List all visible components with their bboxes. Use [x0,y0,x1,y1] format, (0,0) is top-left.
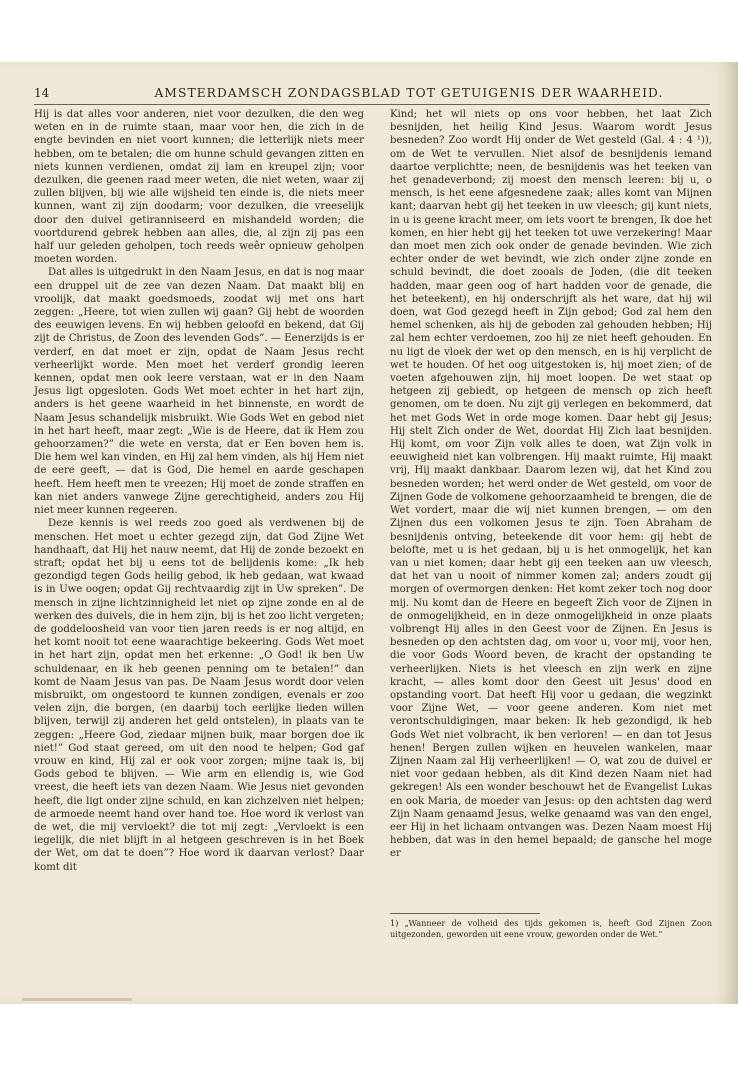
left-column [34,108,364,874]
paragraph: Hij is dat alles voor anderen, niet voor dezulken, die den weg weten en in de ruimte staan, maar voor hen, die zich in de engte bevinden en niet voort kunnen; die letterlijk niets meer hebben, om te betalen; die om hunne schuld gevangen zitten en niets kunnen verdienen, omdat zij lam en kreupel zijn; voor dezulken, die geenen raad meer weten, die niet weten, waar zij zullen blijven, bij wie alle wijsheid ten einde is, die niets meer kunnen, want zij zijn doodarm; voor dezulken, die vreeselijk door den duivel getiranniseerd en mishandeld worden; die voortdurend gebrek hebben aan alles, die, al zijn zij pas een half uur geleden geholpen, toch reeds weêr opnieuw geholpen moeten worden. [34,109,364,266]
paragraph: Kind; het wil niets op ons voor hebben, het laat Zich besnijden, het heilig Kind Jesus. Waarom wordt Jesus besneden? Zoo wordt Hij onder de Wet gesteld (Gal. 4 : 4 ¹)), om de Wet te vervullen. Niet alsof de besnijdenis iemand daartoe verplichtte; neen, de besnijdenis was het teeken van het genadeverbond; zij moest den mensch leeren: bij u, o mensch, is het eene afgesnedene zaak; alles komt van Mijnen kant; daarvan hebt gij het teeken in uw vleesch; gij kunt niets, in u is geene kracht meer, om iets voort te brengen, Ik doe het komen, en hier hebt gij het teeken tot uwe verzekering! Maar dan moet men zich ook onder de genade bevinden. Wie zich echter onder de wet bevindt, wie zich onder zijne zonde en schuld bevindt, die doet zooals de Joden, (die dit teeken hadden, maar geen oog of hart hadden voor de genade, die het beteekent), en hij onderschrijft als het ware, dat hij wil doen, wat God gezegd heeft in Zijn gebod; God zal hem den hemel schenken, als hij de geboden zal gehouden hebben; Hij zal hem echter verdoemen, zoo hij ze niet heeft gehouden. En nu ligt de vloek der wet op den mensch, en is hij verplicht de wet te houden. Of het oog uitgestoken is, hij moet zien; of de voeten afgehouwen zijn, hij moet loopen. De wet staat op hetgeen zij gebiedt, op hetgeen de mensch op zich heeft genomen, om te doen. Nu zijt gij verlegen en bekommerd, dat het met Gods Wet in orde moge komen. Daar hebt gij Jesus; Hij stelt Zich onder de Wet, doordat Hij Zich laat besnijden. Hij komt, om voor Zijn volk alles te doen, wat Zijn volk in eeuwigheid niet kan volbrengen. Hij maakt ruimte, Hij maakt vrij, Hij maakt dankbaar. Daarom lezen wij, dat het Kind zou besneden worden; het werd onder de Wet gesteld, om voor de Zijnen Gode de volkomene gehoorzaamheid te brengen, die de Wet vordert, maar die wij niet kunnen brengen, — om den Zijnen dus een volkomen Jesus te zijn. Toen Abraham de besnijdenis ontving, beteekende dit voor hem: gij hebt de belofte, met u is het gedaan, bij u is het onmogelijk, het kan van u niet komen; daar hebt gij een teeken aan uw vleesch, dat het van u nooit of nimmer komen zal; anders zoudt gij morgen of overmorgen denken: Het komt zeker toch nog door mij. Nu komt dan de Heere en begeeft Zich voor de Zijnen in de onmogelijkheid, en in deze onmogelijkheid in onze plaats volbrengt Hij alles in den Geest voor de Zijnen. En Jesus is besneden op den achtsten dag, om voor u, voor mij, voor hen, die voor Gods Woord beven, de kracht der opstanding te verheerlijken. Niets is het vleesch en zijn werk en zijne kracht, — alles komt door den Geest uit Jesus' dood en opstanding voort. Dat heeft Hij voor u gedaan, die wegzinkt voor Zijne Wet, — voor geene anderen. Kom niet met verontschuldigingen, maar beken: Ik heb gezondigd, ik heb Gods Wet niet volbracht, ik ben verloren! — en dan tot Jesus henen! Bergen zullen wijken en heuvelen wankelen, maar Zijnen Naam zal Hij verheerlijken! — O, wat zou de duivel er niet voor gedaan hebben, als dit Kind dezen Naam niet had gekregen! Als een wonder beschouwt het de Evangelist Lukas en ook Maria, de moeder van Jesus: op den achtsten dag werd Zijn Naam genaamd Jesus, welke genaamd was van den engel, eer Hij in het lichaam ontvangen was. Dezen Naam moest Hij hebben, dat was in den hemel bepaald; de gansche hel moge er [390,109,712,860]
paragraph: Dat alles is uitgedrukt in den Naam Jesus, en dat is nog maar een druppel uit de zee van dezen Naam. Dat maakt blij en vroolijk, dat maakt goedsmoeds, zoodat wij met ons hart zeggen: „Heere, tot wien zullen wij gaan? Gij hebt de woorden des eeuwigen levens. En wij hebben geloofd en bekend, dat Gij zijt de Christus, de Zoon des levenden Gods”. — Eenerzijds is er verderf, en dat moet er zijn, opdat de Naam Jesus recht verheerlijkt worde. Men moet het verderf grondig leeren kennen, opdat men ook leere verstaan, wat er in den Naam Jesus ligt opgesloten. Gods Wet moet echter in het hart zijn, anders is het geene waarheid in het binnenste, en wordt de Naam Jesus schandelijk misbruikt. Wie Gods Wet en gebod niet in het hart heeft, maar zegt: „Wie is de Heere, dat ik Hem zou gehoorzamen?” die wete en versta, dat er Een boven hem is. Die hem wel kan vinden, en Hij zal hem vinden, als hij Hem niet de eere geeft, — dat is God, Die hemel en aarde geschapen heeft. Hem heeft men te vreezen; Hij moet de zonde straffen en kan niet anders vanwege Zijne gerechtigheid, anders zou Hij niet meer kunnen regeeren. [34,267,364,517]
footnote: 1) „Wanneer de volheid des tijds gekomen is, heeft God Zijnen Zoon uitgezonden, geworden uit eene vrouw, geworden onder de Wet.” [390,918,712,939]
running-title: AMSTERDAMSCH ZONDAGSBLAD TOT GETUIGENIS DER WAARHEID. [154,86,664,100]
page-edge-mark [22,998,132,1001]
header-rule [34,104,710,105]
page-header [34,86,714,104]
footnote-rule [390,913,540,914]
paragraph: Deze kennis is wel reeds zoo goed als verdwenen bij de menschen. Het moet u echter gezegd zijn, dat God Zijne Wet handhaaft, dat Hij het nauw neemt, dat Hij de zonde bezoekt en straft; opdat het bij u eens tot de belijdenis kome: „Ik heb gezondigd tegen Gods heilig gebod, ik heb gedaan, wat kwaad is in Uwe oogen; opdat Gij rechtvaardig zijt in Uw spreken”. De mensch in zijne lichtzinnigheid let niet op zijne zonde en al de werken des duivels, die in hem zijn, bij is het zoo licht vergeten; de goddeloosheid van voor tien jaren reeds is er nog altijd, en het komt nooit tot eene waarachtige bekeering. Gods Wet moet in het hart zijn, opdat men het erkenne: „O God! ik ben Uw schuldenaar, en ik heb geenen penning om te betalen!” dan komt de Naam Jesus van pas. De Naam Jesus wordt door velen misbruikt, om ongestoord te kunnen zondigen, evenals er zoo velen zijn, die borgen, (en daarbij toch eerlijke lieden willen blijven, terwijl zij anderen het geld ontstelen), in plaats van te zeggen: „Heere God, ziedaar mijnen buik, maar borgen doe ik niet!” God staat gereed, om uit den nood te helpen; God gaf vrouw en kind, Hij zal er ook voor zorgen; mijne taak is, bij Gods gebod te blijven. — Wie arm en ellendig is, wie God vreest, die heeft iets van dezen Naam. Wie Jesus niet gevonden heeft, die ligt onder zijne schuld, en kan zichzelven niet helpen; de armoede neemt hand over hand toe. Hoe word ik verlost van de wet, die mij vervloekt? die tot mij zegt: „Vervloekt is een iegelijk, die niet blijft in al hetgeen geschreven is in het Boek der Wet, om dat te doen”? Hoe word ik daarvan verlost? Daar komt dit [34,518,364,873]
right-column [390,108,712,861]
page-number: 14 [34,86,50,100]
